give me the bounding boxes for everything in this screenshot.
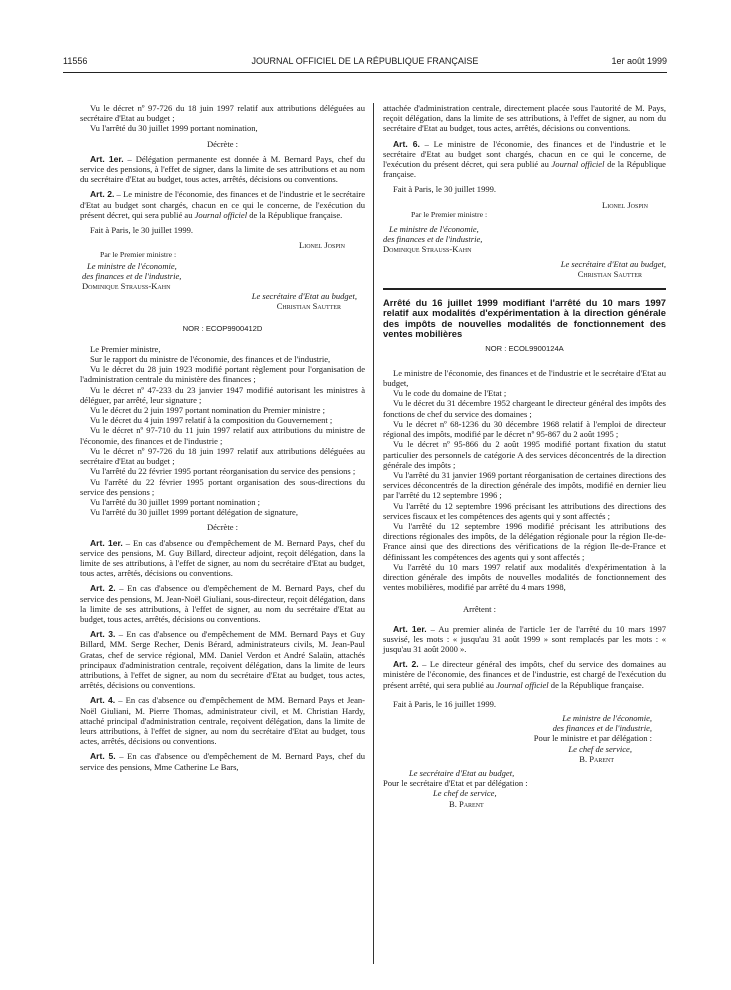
signature-text: Le chef de service,: [568, 743, 632, 754]
article-label: Art. 2.: [90, 583, 116, 594]
section-rule: [383, 288, 666, 290]
paragraph: Vu l'arrêté du 30 juillet 1999 portant nomination ;: [90, 496, 261, 507]
secretary-title: [80, 291, 365, 301]
paragraph: Vu l'arrêté du 12 septembre 1996 précisant les attributions des directions des services fiscaux et les compétences des agents qui y sont affectés ;: [383, 500, 666, 521]
signature-text: Le secrétaire d'Etat au budget,: [409, 767, 515, 778]
decrete-heading: Décrète :: [206, 522, 239, 533]
paragraph: Vu l'arrêté du 31 janvier 1969 portant réorganisation de certaines directions des services déconcentrés de la direction générale des impôts, modifié en dernier lieu par l'arrêté du 12 septembre 1996 ;: [383, 469, 666, 501]
nor-reference: NOR : ECOP9900412D: [182, 323, 263, 333]
secretary-title: [383, 259, 666, 269]
article-text: – En cas d'absence ou d'empêchement de M. Bernard Pays, chef du service des pensions, M. Guy Billard, directeur adjoint, reçoit délégation, dans la limite de ses attributions, à l'effet de signer, au nom du secrétaire d'Etat au budget, tous actes, arrêtés, décisions ou conventions.: [80, 537, 365, 579]
article-text: – Au premier alinéa de l'article 1er de l'arrêté du 10 mars 1997 susvisé, les mots : « jusqu'au 31 août 1999 » sont remplacés par les mots : « jusqu'au 31 août 2000 ».: [383, 623, 666, 654]
signature-text: Le ministre de l'économie,: [562, 712, 652, 723]
article-text: – En cas d'absence ou d'empêchement de M. Bernard Pays, chef du service des pensions, M. Jean-Noël Giuliani, sous-directeur, reçoit délégation, dans la limite de ses attributions, à l'effet de signer, au nom du secrétaire d'Etat au budget, tous actes, arrêtés, décisions ou conventions.: [80, 583, 365, 624]
paragraph: Vu le décret nº 97-726 du 18 juin 1997 relatif aux attributions déléguées au secrétaire d'Etat au budget ;: [80, 103, 365, 124]
minister-title: [383, 224, 666, 234]
paragraph: Vu l'arrêté du 12 septembre 1996 modifié précisant les attributions des directions régionales des impôts, de la délégation régionale pour la région Ile-de-France ainsi que des directions des vérifications de la région Ile-de-France et définissant les compétences des agents qui y sont affectés ;: [383, 520, 666, 562]
paragraph: Vu le décret nº 95-866 du 2 août 1995 modifié portant fixation du statut particulier des personnels de catégorie A des services déconcentrés de la direction générale des impôts ;: [383, 439, 666, 470]
header-rule: [63, 72, 667, 73]
arretent-heading: Arrêtent :: [463, 604, 496, 615]
article-label: Art. 4.: [90, 695, 116, 706]
paragraph: Le Premier ministre,: [90, 343, 161, 354]
article-text: – Délégation permanente est donnée à M. Bernard Pays, chef du service des pensions, à l'effet de signer, dans la limite de ses attributions et au nom du secrétaire d'Etat au budget, tous actes, arrêtés, décisions ou conventions.: [80, 153, 365, 185]
minister-title-line: des finances et de l'industrie,: [383, 234, 483, 245]
signature-line: [383, 744, 666, 754]
paragraph: attachée d'administration centrale, directement placée sous l'autorité de M. Pays, reçoit délégation, dans la limite de ses attributions, à l'effet de signer, au nom du secrétaire d'Etat au budget, tous actes, arrêtés, décisions ou conventions.: [383, 103, 666, 134]
signature-pm: Lionel Jospin: [601, 199, 648, 210]
article-text: de la République française.: [247, 209, 343, 220]
par-line: Par le Premier ministre :: [411, 209, 488, 219]
article-1: [80, 154, 365, 185]
paragraph: Vu l'arrêté du 22 février 1995 portant organisation des sous-directions du service des pensions ;: [80, 476, 365, 497]
decrete-heading: Décrète :: [206, 138, 239, 149]
article-label: Art. 1er.: [393, 623, 427, 634]
article-label: Art. 2.: [393, 659, 419, 670]
article-text: de la République française.: [548, 679, 644, 690]
journal-title: JOURNAL OFFICIEL DE LA RÉPUBLIQUE FRANÇAISE: [251, 56, 479, 66]
fait-line: Fait à Paris, le 30 juillet 1999.: [90, 225, 194, 236]
column-divider: [373, 103, 374, 964]
article-3: [80, 629, 365, 690]
secretary-name: Christian Sautter: [276, 301, 341, 312]
article-label: Art. 2.: [90, 189, 115, 200]
minister-title: [383, 234, 666, 244]
article-6: [383, 139, 666, 180]
paragraph: Vu l'arrêté du 30 juillet 1999 portant nomination,: [90, 123, 258, 134]
decree-title: Arrêté du 16 juillet 1999 modifiant l'arrêté du 10 mars 1997 relatif aux modalités d'expérimentation à la direction générale des impôts de nouvelles modalités de fonctionnement des ventes mobilières: [383, 297, 666, 340]
signature-line: [383, 713, 666, 723]
article-text: – Le ministre de l'économie, des finances et de l'industrie et le secrétaire d'Etat au budget sont chargés, chacun en ce qui le concerne, de l'exécution du présent décret, qui sera publié au: [383, 138, 666, 170]
article-2: [383, 659, 666, 690]
article-label: Art. 1er.: [90, 537, 123, 548]
article-1: [80, 538, 365, 579]
secretary-title-line: Le secrétaire d'Etat au budget,: [560, 258, 666, 269]
minister-title-line: Le ministre de l'économie,: [389, 224, 479, 235]
article-label: Art. 5.: [90, 751, 116, 762]
right-column: [383, 103, 666, 809]
article-label: Art. 3.: [90, 629, 116, 640]
paragraph: Vu le décret du 4 juin 1997 relatif à la composition du Gouvernement ;: [90, 415, 333, 426]
paragraph: Vu le décret nº 97-710 du 11 juin 1997 relatif aux attributions du ministre de l'économie, des finances et de l'industrie ;: [80, 425, 365, 446]
article-text: – En cas d'absence ou d'empêchement de M. Bernard Pays, chef du service des pensions, Mme Catherine Le Bars,: [80, 751, 365, 772]
article-2: [80, 583, 365, 624]
article-text: – Le ministre de l'économie, des finances et de l'industrie et le secrétaire d'Etat au budget sont chargés, chacun en ce qui le concerne, de l'exécution du présent décret, qui sera publié au: [80, 189, 365, 220]
signature-line: Pour le secrétaire d'Etat et par délégation :: [383, 778, 528, 789]
paragraph: Le ministre de l'économie, des finances et de l'industrie et le secrétaire d'Etat au budget,: [383, 367, 666, 389]
paragraph: Vu le décret du 31 décembre 1952 chargeant le directeur général des impôts des fonctions de chef du service des domaines ;: [383, 398, 666, 419]
paragraph: Vu l'arrêté du 22 février 1995 portant réorganisation du service des pensions ;: [90, 466, 356, 477]
minister-name: Dominique Strauss-Kahn: [82, 281, 171, 292]
paragraph: Vu le décret nº 97-726 du 18 juin 1997 relatif aux attributions déléguées au secrétaire d'Etat au budget ;: [80, 445, 365, 467]
article-text: – En cas d'absence ou d'empêchement de MM. Bernard Pays et Guy Billard, MM. Serge Recher, Denis Bérard, administrateurs civils, M. Jean-Paul Gratas, chef de service régional, MM. Daniel Verdon et André Salaün, attachés principaux d'administration centrale, reçoivent délégation, dans la limite de leurs attributions, à l'effet de signer, au nom du secrétaire d'Etat au budget, tous actes, arrêtés, décisions ou conventions.: [80, 629, 365, 691]
article-text: de la République française.: [383, 159, 666, 180]
article-2: [80, 189, 365, 220]
article-label: Art. 6.: [393, 138, 420, 149]
signature-text: Le chef de service,: [433, 788, 497, 799]
minister-title: [80, 271, 365, 281]
article-label: Art. 1er.: [90, 153, 124, 164]
page-header: [63, 56, 667, 70]
signature-line: [383, 723, 666, 733]
left-column: [80, 103, 365, 772]
signature-text: des finances et de l'industrie,: [552, 723, 652, 734]
fait-line: Fait à Paris, le 16 juillet 1999.: [393, 698, 497, 709]
paragraph: Vu le décret nº 47-233 du 23 janvier 1947 modifié autorisant les ministres à déléguer, par arrêté, leur signature ;: [80, 384, 365, 405]
minister-title-line: des finances et de l'industrie,: [82, 270, 182, 281]
paragraph: Vu le code du domaine de l'Etat ;: [393, 388, 507, 399]
par-line: Par le Premier ministre :: [100, 250, 177, 260]
article-1: [383, 624, 666, 655]
article-4: [80, 695, 365, 746]
signature-line: [383, 788, 666, 798]
article-text: – En cas d'absence ou d'empêchement de MM. Bernard Pays et Jean-Noël Giuliani, M. Pierre Thomas, administrateur civil, et M. Christian Hardy, attaché principal d'administration centrale, reçoivent délégation, dans la limite de leurs attributions, à l'effet de signer, au nom du secrétaire d'Etat au budget, tous actes, arrêtés, décisions ou conventions.: [80, 695, 365, 747]
fait-line: Fait à Paris, le 30 juillet 1999.: [393, 184, 497, 195]
signature-name: B. Parent: [449, 798, 484, 809]
paragraph: Vu le décret du 2 juin 1997 portant nomination du Premier ministre ;: [90, 405, 325, 416]
article-5: [80, 751, 365, 771]
minister-title: [80, 261, 365, 271]
journal-name: Journal officiel: [551, 159, 605, 170]
paragraph: Vu l'arrêté du 10 mars 1997 relatif aux modalités d'expérimentation à la direction générale des impôts de nouvelles modalités de fonctionnement des ventes mobilières, modifié par arrêté du 4 mars 1998,: [383, 561, 666, 593]
page-number: 11556: [63, 56, 88, 66]
signature-line: Pour le ministre et par délégation :: [533, 733, 652, 744]
secretary-title-line: Le secrétaire d'Etat au budget,: [251, 291, 357, 302]
paragraph: Vu l'arrêté du 30 juillet 1999 portant délégation de signature,: [90, 507, 298, 518]
paragraph: Vu le décret nº 68-1236 du 30 décembre 1968 relatif à l'emploi de directeur régional des impôts, modifié par le décret nº 95-867 du 2 août 1995 ;: [383, 418, 666, 440]
journal-name: Journal officiel: [496, 679, 549, 690]
signature-line: [383, 768, 666, 778]
signature-pm: Lionel Jospin: [298, 240, 345, 251]
minister-name: Dominique Strauss-Kahn: [383, 244, 472, 255]
journal-name: Journal officiel: [194, 209, 248, 220]
minister-title-line: Le ministre de l'économie,: [87, 260, 177, 271]
secretary-name: Christian Sautter: [577, 268, 642, 279]
paragraph: Sur le rapport du ministre de l'économie, des finances et de l'industrie,: [90, 354, 331, 365]
issue-date: 1er août 1999: [611, 56, 667, 66]
nor-reference: NOR : ECOL9900124A: [485, 343, 564, 353]
article-text: – Le directeur général des impôts, chef du service des domaines au ministère de l'économie, des finances et de l'industrie, est chargé de l'exécution du présent arrêté, qui sera publié au: [383, 659, 666, 690]
signature-name: B. Parent: [579, 753, 614, 764]
paragraph: Vu le décret du 28 juin 1923 modifié portant règlement pour l'organisation de l'administration centrale du ministère des finances ;: [80, 364, 365, 385]
